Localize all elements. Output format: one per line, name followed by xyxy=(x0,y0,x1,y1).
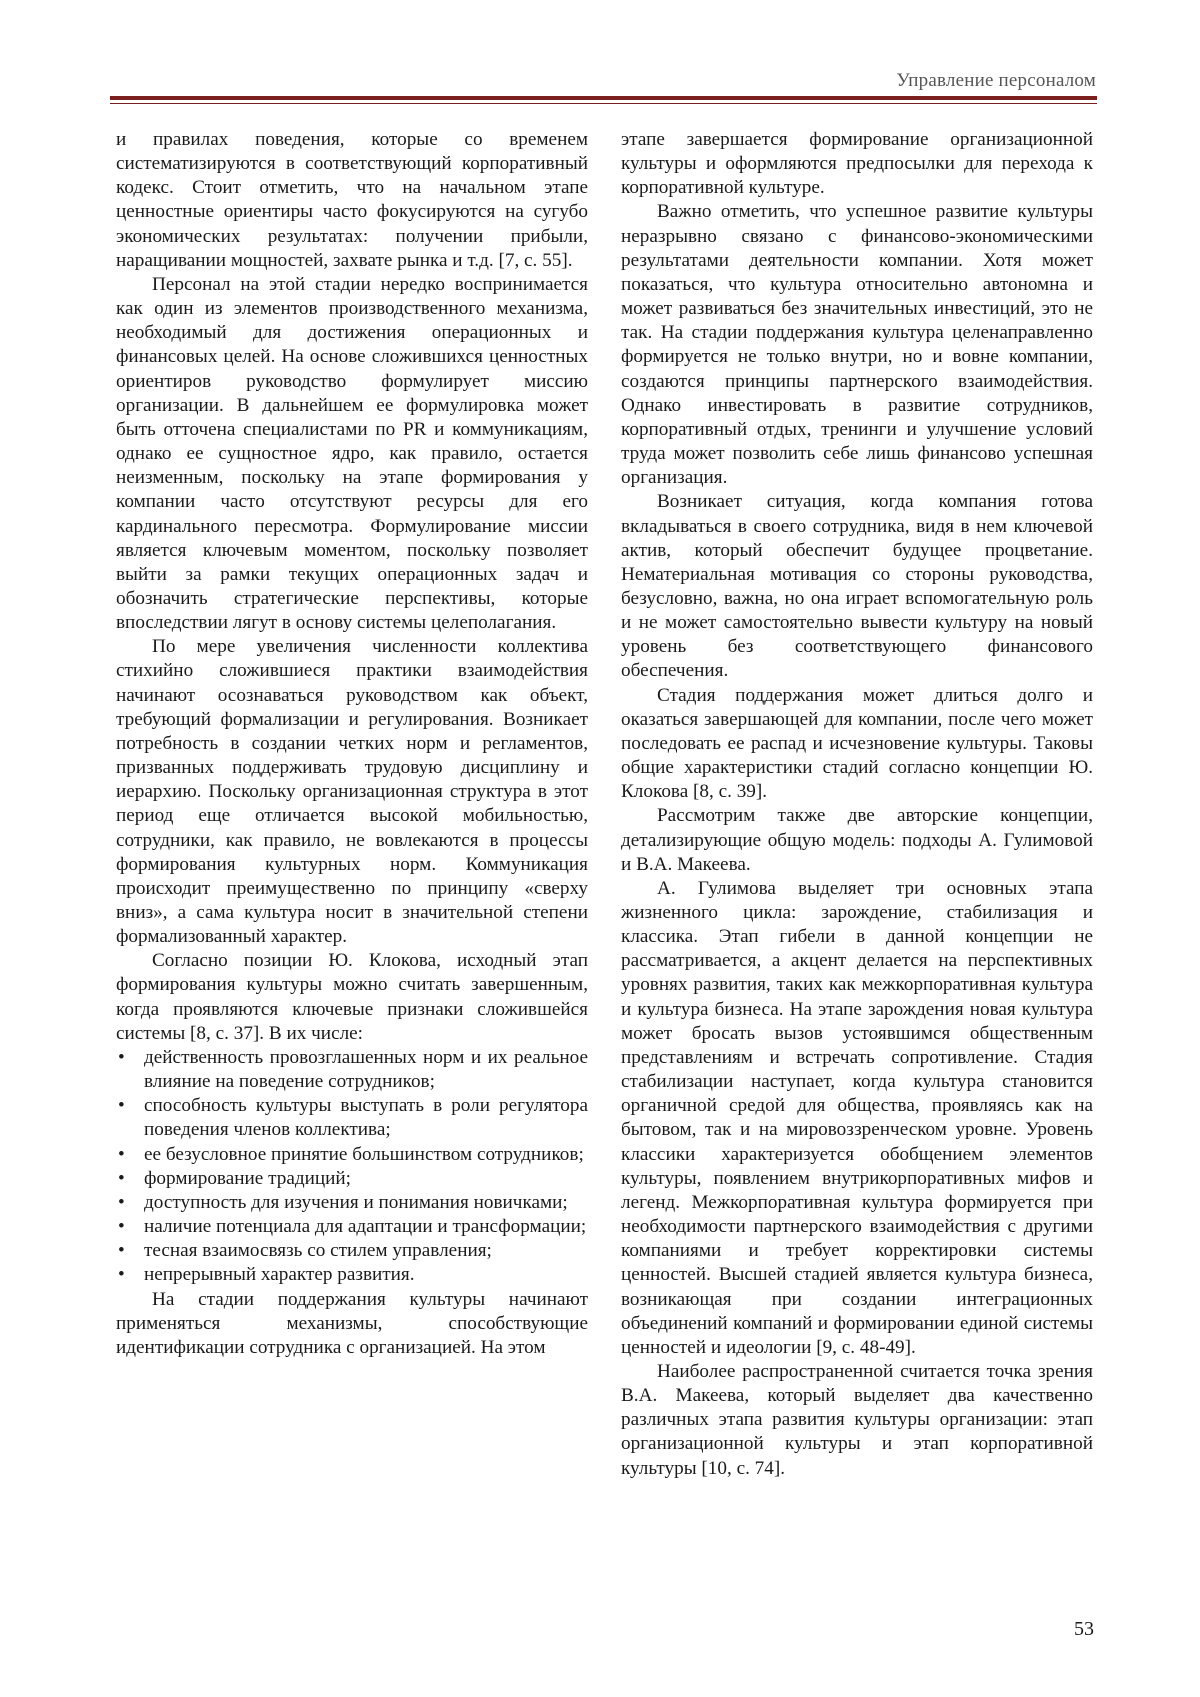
right-paragraph-2: Важно отметить, что успешное развитие культуры неразрывно связано с финансово-экономическими результатами деятельности компании. Хотя может показаться, что культура относительно автономна и может развиваться без значительных инвестиций, это не так. На стадии поддержания культура целенаправленно формируется не только внутри, но и вовне компании, создаются принципы партнерского взаимодействия. Однако инвестировать в развитие сотрудников, корпоративный отдых, тренинги и улучшение условий труда может позволить себе лишь финансово успешная организация. xyxy=(621,201,1093,489)
right-paragraph-6: А. Гулимова выделяет три основных этапа жизненного цикла: зарождение, стабилизация и классика. Этап гибели в данной концепции не рассматривается, а акцент делается на перспективных уровнях развития, таких как межкорпоративная культура и культура бизнеса. На этапе зарождения новая культура может бросать вызов устоявшимся общественным представлениям и встречать сопротивление. Стадия стабилизации наступает, когда культура становится органичной средой для общества, проявляясь как на бытовом, так и на мировоззренческом уровне. Уровень классики характеризуется обобщением элементов культуры, появлением внутрикорпоративных мифов и легенд. Межкорпоративная культура формируется при необходимости партнерского взаимодействия с другими компаниями и требует корректировки системы ценностей. Высшей стадией является культура бизнеса, возникающая при создании интеграционных объединений компаний и формировании единой системы ценностей и идеологии [9, с. 48-49]. xyxy=(621,877,1093,1358)
list-item: • доступность для изучения и понимания новичками; xyxy=(116,1191,588,1215)
criteria-list xyxy=(116,1046,588,1288)
header-rule-thin xyxy=(110,103,1097,104)
right-column xyxy=(621,128,1093,1481)
running-header-title: Управление персоналом xyxy=(896,70,1096,91)
list-item: • тесная взаимосвязь со стилем управления; xyxy=(116,1239,588,1263)
right-paragraph-1: этапе завершается формирование организационной культуры и оформляются предпосылки для перехода к корпоративной культуре. xyxy=(621,129,1093,199)
left-paragraph-5: На стадии поддержания культуры начинают применяться механизмы, способствующие идентификации сотрудника с организацией. На этом xyxy=(116,1288,588,1358)
left-paragraph-2: Персонал на этой стадии нередко воспринимается как один из элементов производственного механизма, необходимый для достижения операционных и финансовых целей. На основе сложившихся ценностных ориентиров руководство формулирует миссию организации. В дальнейшем ее формулировка может быть отточена специалистами по PR и коммуникациям, однако ее сущностное ядро, как правило, остается неизменным, поскольку на этапе формирования у компании часто отсутствуют ресурсы для его кардинального пересмотра. Формулирование миссии является ключевым моментом, поскольку позволяет выйти за рамки текущих операционных задач и обозначить стратегические перспективы, которые впоследствии лягут в основу системы целеполагания. xyxy=(116,273,588,634)
right-paragraph-4: Стадия поддержания может длиться долго и оказаться завершающей для компании, после чего может последовать ее распад и исчезновение культуры. Таковы общие характеристики стадий согласно концепции Ю. Клокова [8, с. 39]. xyxy=(621,684,1093,803)
list-item: • действенность провозглашенных норм и их реальное влияние на поведение сотрудников; xyxy=(116,1046,588,1094)
left-column xyxy=(116,128,588,1360)
right-paragraph-5: Рассмотрим также две авторские концепции, детализирующие общую модель: подходы А. Гулимовой и В.А. Макеева. xyxy=(621,805,1093,875)
left-paragraph-4: Согласно позиции Ю. Клокова, исходный этап формирования культуры можно считать завершенным, когда проявляются ключевые признаки сложившейся системы [8, с. 37]. В их числе: xyxy=(116,950,588,1044)
list-item: • наличие потенциала для адаптации и трансформации; xyxy=(116,1215,588,1239)
right-paragraph-7: Наиболее распространенной считается точка зрения В.А. Макеева, который выделяет два качественно различных этапа развития культуры организации: этап организационной культуры и этап корпоративной культуры [10, с. 74]. xyxy=(621,1360,1093,1479)
page-number: 53 xyxy=(1074,1618,1094,1640)
list-item: • способность культуры выступать в роли регулятора поведения членов коллектива; xyxy=(116,1094,588,1142)
list-item: • формирование традиций; xyxy=(116,1167,588,1191)
right-paragraph-3: Возникает ситуация, когда компания готова вкладываться в своего сотрудника, видя в нем ключевой актив, который обеспечит будущее процветание. Нематериальная мотивация со стороны руководства, безусловно, важна, но она играет вспомогательную роль и не может самостоятельно вывести культуру на новый уровень без соответствующего финансового обеспечения. xyxy=(621,491,1093,682)
list-item: • ее безусловное принятие большинством сотрудников; xyxy=(116,1143,588,1167)
header-rule-thick xyxy=(110,96,1097,100)
list-item: • непрерывный характер развития. xyxy=(116,1263,588,1287)
left-paragraph-1: и правилах поведения, которые со временем систематизируются в соответствующий корпоративный кодекс. Стоит отметить, что на начальном этапе ценностные ориентиры часто фокусируются на сугубо экономических результатах: получении прибыли, наращивании мощностей, захвате рынка и т.д. [7, с. 55]. xyxy=(116,129,588,271)
left-paragraph-3: По мере увеличения численности коллектива стихийно сложившиеся практики взаимодействия начинают осознаваться руководством как объект, требующий формализации и регулирования. Возникает потребность в создании четких норм и регламентов, призванных поддерживать трудовую дисциплину и иерархию. Поскольку организационная структура в этот период еще отличается высокой мобильностью, сотрудники, как правило, не вовлекаются в процессы формирования культурных норм. Коммуникация происходит преимущественно по принципу «сверху вниз», а сама культура носит в значительной степени формализованный характер. xyxy=(116,636,588,948)
